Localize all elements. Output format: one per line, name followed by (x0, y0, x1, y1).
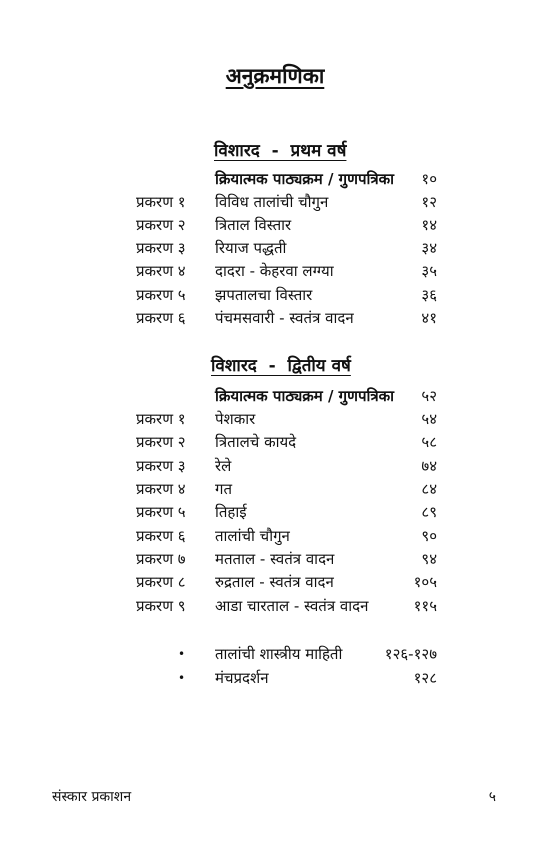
toc-row (0, 237, 550, 259)
page-number: १२८ (413, 669, 437, 687)
toc-row (0, 571, 550, 593)
chapter-title: रियाज पद्धती (215, 239, 287, 257)
toc-row (0, 455, 550, 477)
chapter-label: प्रकरण ८ (136, 573, 186, 591)
bullet-row (0, 667, 550, 689)
chapter-label: प्रकरण ७ (136, 550, 186, 568)
page-number: ५४ (421, 410, 437, 428)
chapter-title: तालांची चौगुन (215, 527, 290, 545)
chapter-label: प्रकरण ४ (136, 480, 186, 498)
syllabus-row-first-year (0, 168, 550, 190)
chapter-label: प्रकरण १ (136, 410, 186, 428)
page-number: १४ (421, 216, 437, 234)
toc-row (0, 307, 550, 329)
toc-row (0, 408, 550, 430)
bullet-row (0, 643, 550, 665)
syllabus-title: क्रियात्मक पाठ्यक्रम / गुणपत्रिका (215, 387, 395, 405)
toc-row (0, 525, 550, 547)
chapter-title: आडा चारताल - स्वतंत्र वादन (215, 597, 369, 615)
toc-row (0, 214, 550, 236)
toc-row (0, 548, 550, 570)
toc-row (0, 478, 550, 500)
chapter-title: दादरा - केहरवा लग्ग्या (215, 262, 334, 280)
chapter-title: पेशकार (215, 410, 256, 428)
chapter-label: प्रकरण ३ (136, 457, 186, 475)
extra-title: मंचप्रदर्शन (215, 669, 269, 687)
chapter-title: झपतालचा विस्तार (215, 286, 313, 304)
chapter-label: प्रकरण ५ (136, 503, 186, 521)
chapter-label: प्रकरण १ (136, 193, 186, 211)
chapter-title: रेले (215, 457, 232, 475)
toc-row (0, 501, 550, 523)
chapter-title: त्रितालचे कायदे (215, 433, 297, 451)
chapter-title: त्रिताल विस्तार (215, 216, 292, 234)
chapter-title: रुद्रताल - स्वतंत्र वादन (215, 573, 334, 591)
chapter-title: गत (215, 480, 232, 498)
toc-row (0, 260, 550, 282)
chapter-title: पंचमसवारी - स्वतंत्र वादन (215, 309, 354, 327)
toc-row (0, 191, 550, 213)
page-number: ११५ (413, 597, 437, 615)
chapter-title: तिहाई (215, 503, 247, 521)
page-number: ३४ (421, 239, 437, 257)
section-heading-second-year: विशारद - द्वितीय वर्ष (211, 356, 351, 376)
chapter-title: विविध तालांची चौगुन (215, 193, 329, 211)
page-number: १२ (421, 193, 437, 211)
page-number: ३५ (421, 262, 437, 280)
bullet-icon: • (178, 671, 186, 685)
page-number: १२६-१२७ (384, 645, 437, 663)
bullet-icon: • (178, 647, 186, 661)
page-number: ५२ (421, 387, 437, 405)
toc-row (0, 595, 550, 617)
syllabus-row-second-year (0, 385, 550, 407)
chapter-label: प्रकरण ४ (136, 262, 186, 280)
toc-row (0, 284, 550, 306)
page-title: अनुक्रमणिका (225, 64, 325, 88)
page-number: ३६ (421, 286, 437, 304)
page-number: ९४ (421, 550, 437, 568)
footer-publisher: संस्कार प्रकाशन (52, 789, 132, 805)
page-number: १० (421, 170, 437, 188)
footer-page-number: ५ (488, 789, 496, 805)
page-number: ४१ (421, 309, 437, 327)
extra-title: तालांची शास्त्रीय माहिती (215, 645, 343, 663)
chapter-label: प्रकरण ६ (136, 309, 186, 327)
chapter-label: प्रकरण ६ (136, 527, 186, 545)
chapter-label: प्रकरण २ (136, 433, 186, 451)
chapter-label: प्रकरण ५ (136, 286, 186, 304)
section-heading-first-year: विशारद - प्रथम वर्ष (214, 141, 347, 161)
chapter-label: प्रकरण ९ (136, 597, 186, 615)
toc-row (0, 431, 550, 453)
chapter-label: प्रकरण २ (136, 216, 186, 234)
chapter-label: प्रकरण ३ (136, 239, 186, 257)
page-number: १०५ (413, 573, 437, 591)
page-number: ८४ (421, 480, 437, 498)
chapter-title: मतताल - स्वतंत्र वादन (215, 550, 335, 568)
page-number: ७४ (421, 457, 437, 475)
page-number: ५८ (421, 433, 437, 451)
syllabus-title: क्रियात्मक पाठ्यक्रम / गुणपत्रिका (215, 170, 395, 188)
page-number: ९० (421, 527, 437, 545)
page-number: ८९ (421, 503, 437, 521)
